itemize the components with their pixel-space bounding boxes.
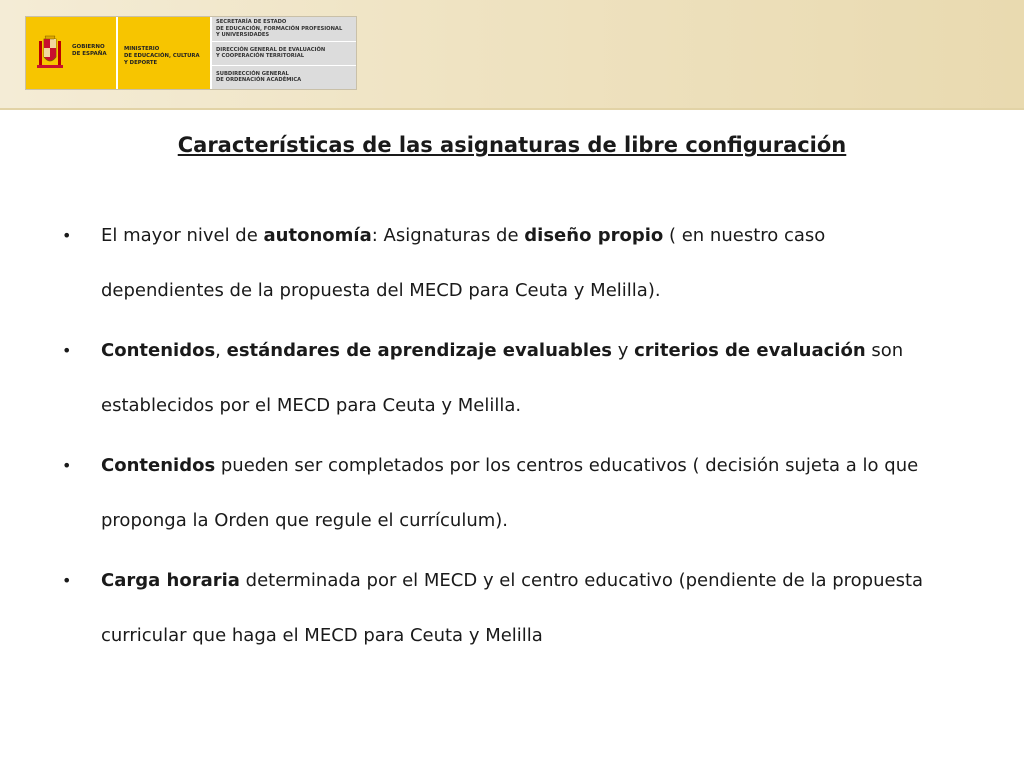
text: son establecidos por el MECD para Ceuta y Melilla. [101, 340, 904, 416]
bullet-item [60, 323, 940, 433]
government-logo [25, 16, 357, 90]
text: pueden ser completados por los centros educativos ( decisión sujeta a lo que proponga la Orden que regule el currículum). [101, 455, 919, 531]
ministry-label: MINISTERIO DE EDUCACIÓN, CULTURA Y DEPORTE [124, 46, 200, 66]
bold-text: Carga horaria [101, 570, 240, 591]
header-band [0, 0, 1024, 110]
direccion-label: DIRECCIÓN GENERAL DE EVALUACIÓN Y COOPERACIÓN TERRITORIAL [212, 42, 356, 66]
bullet-marker: • [62, 341, 72, 360]
text: y [612, 340, 635, 361]
bold-text: diseño propio [524, 225, 664, 246]
bold-text: criterios de evaluación [634, 340, 866, 361]
bullet-marker: • [62, 456, 72, 475]
bullet-list [60, 208, 940, 668]
slide-title: Características de las asignaturas de libre configuración [177, 133, 847, 157]
bold-text: Contenidos [101, 340, 216, 361]
subdireccion-label: SUBDIRECCIÓN GENERAL DE ORDENACIÓN ACADÉMICA [216, 70, 302, 84]
bullet-item [60, 553, 940, 663]
coat-of-arms-icon [36, 35, 64, 71]
bullet-item [60, 438, 940, 548]
bullet-marker: • [62, 226, 72, 245]
secretaria-label: SECRETARÍA DE ESTADO DE EDUCACIÓN, FORMACIÓN PROFESIONAL Y UNIVERSIDADES [212, 17, 356, 42]
bold-text: Contenidos [101, 455, 216, 476]
bullet-item [60, 208, 940, 318]
text: , [215, 340, 227, 361]
text: El mayor nivel de [101, 225, 264, 246]
departments-block [210, 17, 356, 89]
text: determinada por el MECD y el centro educativo (pendiente de la propuesta curricular que haga el MECD para Ceuta y Melilla [101, 570, 924, 646]
bold-text: autonomía [263, 225, 372, 246]
bold-text: estándares de aprendizaje evaluables [226, 340, 613, 361]
gobierno-de-espana-block [26, 17, 116, 89]
ministry-block [116, 17, 210, 89]
bullet-marker: • [62, 571, 72, 590]
gobierno-label: GOBIERNO DE ESPAÑA [72, 44, 107, 57]
text: ( en nuestro caso dependientes de la propuesta del MECD para Ceuta y Melilla). [101, 225, 826, 301]
text: : Asignaturas de [371, 225, 525, 246]
